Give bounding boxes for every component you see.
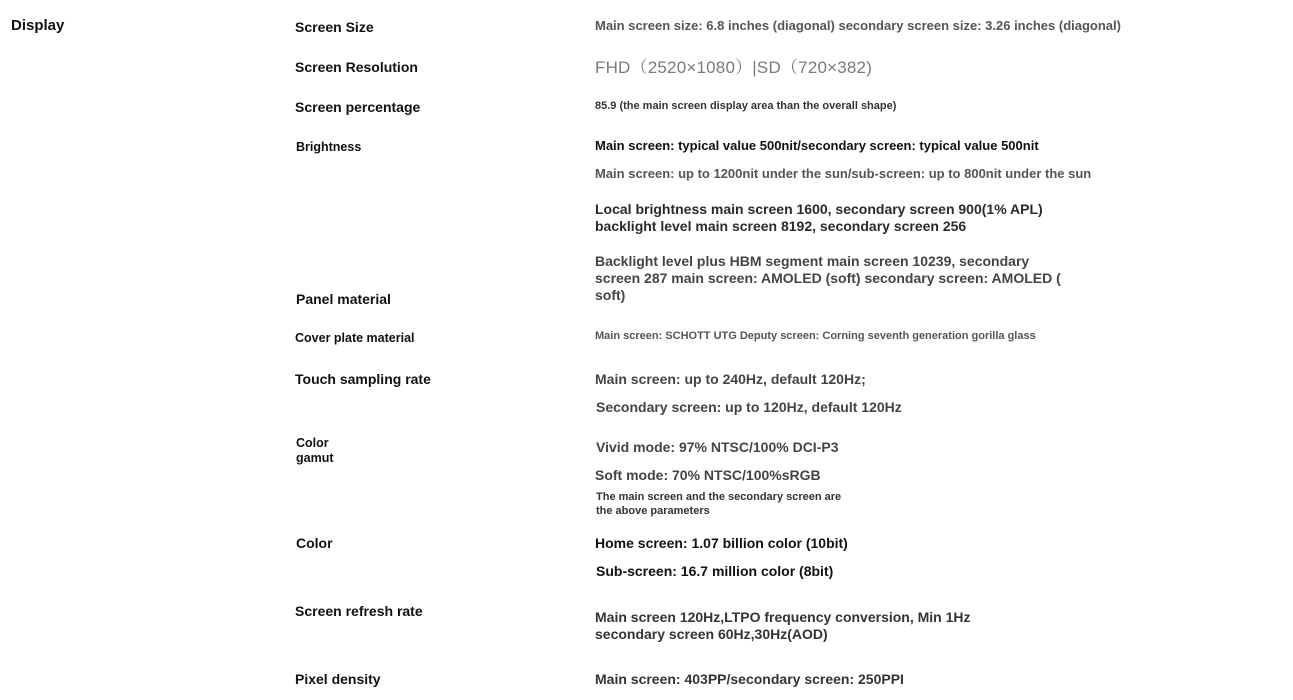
value-pixel-density: Main screen: 403PP/secondary screen: 250PPI: [595, 671, 904, 687]
value-color-gamut-note: [596, 490, 841, 518]
value-cover-plate-material: Main screen: SCHOTT UTG Deputy screen: Corning seventh generation gorilla glass: [595, 330, 1036, 342]
value-brightness-local: [595, 201, 1075, 235]
value-color-gamut-note-line-2: the above parameters: [596, 505, 710, 517]
value-color-sub: Sub-screen: 16.7 million color (8bit): [596, 563, 834, 579]
value-brightness-backlight: [595, 253, 1075, 304]
value-brightness-local-line-1: Local brightness main screen 1600, secondary screen 900(1% APL): [595, 201, 1043, 217]
value-touch-sampling-main: Main screen: up to 240Hz, default 120Hz;: [595, 371, 866, 387]
label-screen-percentage: Screen percentage: [295, 99, 421, 115]
label-brightness: Brightness: [296, 140, 362, 154]
value-screen-percentage: 85.9 (the main screen display area than the overall shape): [595, 100, 897, 112]
label-screen-resolution: Screen Resolution: [295, 59, 418, 75]
label-screen-refresh-rate: Screen refresh rate: [295, 603, 423, 619]
value-color-gamut-note-line-1: The main screen and the secondary screen are: [596, 491, 842, 503]
value-color-home: Home screen: 1.07 billion color (10bit): [595, 535, 848, 551]
value-brightness-local-line-2: backlight level main screen 8192, secondary screen 256: [595, 218, 967, 234]
label-color-gamut: [296, 436, 334, 466]
label-color-gamut-line-1: Color: [296, 436, 329, 450]
value-screen-resolution: FHD（2520×1080）|SD（720×382): [595, 58, 873, 77]
value-brightness-typical: Main screen: typical value 500nit/secondary screen: typical value 500nit: [595, 138, 1039, 153]
label-touch-sampling-rate: Touch sampling rate: [295, 371, 431, 387]
value-brightness-backlight-line-3: soft): [595, 287, 626, 303]
value-brightness-backlight-line-2: screen 287 main screen: AMOLED (soft) secondary screen: AMOLED (: [595, 270, 1061, 286]
value-screen-refresh-rate: [595, 609, 1075, 643]
value-screen-size: Main screen size: 6.8 inches (diagonal) secondary screen size: 3.26 inches (diagonal): [595, 18, 1121, 33]
value-screen-refresh-rate-line-1: Main screen 120Hz,LTPO frequency conversion, Min 1Hz: [595, 609, 971, 625]
label-screen-size: Screen Size: [295, 19, 374, 35]
label-panel-material: Panel material: [296, 291, 391, 307]
value-brightness-backlight-line-1: Backlight level plus HBM segment main screen 10239, secondary: [595, 253, 1030, 269]
label-color: Color: [296, 535, 333, 551]
value-screen-refresh-rate-line-2: secondary screen 60Hz,30Hz(AOD): [595, 626, 828, 642]
value-color-gamut-soft: Soft mode: 70% NTSC/100%sRGB: [595, 467, 821, 483]
value-brightness-sun: Main screen: up to 1200nit under the sun/sub-screen: up to 800nit under the sun: [595, 166, 1092, 181]
label-color-gamut-line-2: gamut: [296, 451, 334, 465]
value-touch-sampling-secondary: Secondary screen: up to 120Hz, default 120Hz: [596, 399, 902, 415]
value-color-gamut-vivid: Vivid mode: 97% NTSC/100% DCI-P3: [596, 439, 839, 455]
label-cover-plate-material: Cover plate material: [295, 331, 415, 345]
label-pixel-density: Pixel density: [295, 671, 381, 687]
section-title-display: Display: [11, 17, 65, 34]
